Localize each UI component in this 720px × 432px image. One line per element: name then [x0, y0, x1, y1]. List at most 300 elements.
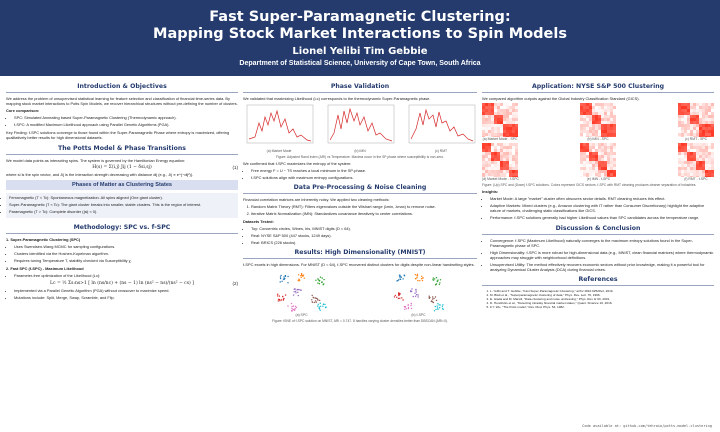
list-item: • Unsupervised Utility: The method effectively recovers economic sectors without prior knowledge, making it a powerful tool for analyzing Dynamical Cluster Analysis (DCA) during financial crises. [490, 262, 714, 272]
heatmap-cell [696, 112, 699, 115]
heatmap-cell [497, 115, 500, 118]
heatmap-cell [482, 146, 485, 149]
heatmap-cell [601, 118, 604, 121]
heatmap-cell [681, 106, 684, 109]
heatmap-cell [598, 158, 601, 161]
tsne-point [284, 276, 285, 277]
heatmap-cell [681, 130, 684, 133]
heatmap-cell [681, 127, 684, 130]
insights-label: Insights: [482, 189, 499, 194]
heatmap-cell [583, 121, 586, 124]
heatmap-cell [699, 124, 702, 127]
heatmap-cell [497, 152, 500, 155]
tsne-point [402, 278, 403, 279]
heatmap-cell [684, 124, 687, 127]
tsne-point [311, 295, 312, 296]
heatmap-cell [678, 152, 681, 155]
heatmap-cell [485, 158, 488, 161]
heatmap-cell [681, 155, 684, 158]
tsne-point [324, 304, 325, 305]
heatmap-cell [613, 136, 616, 137]
heatmap-cell [592, 115, 595, 118]
heatmap-cell [711, 152, 714, 155]
tsne-point [414, 296, 415, 297]
heatmap-cell [678, 158, 681, 161]
heatmap-cell [678, 112, 681, 115]
heatmap-cell [708, 158, 711, 161]
heatmap-cell [488, 127, 491, 130]
heatmap-cell [604, 158, 607, 161]
heatmap-cell [488, 155, 491, 158]
tsne-point [277, 300, 278, 301]
heatmap-cell [601, 167, 604, 170]
heatmap-cell [512, 161, 515, 164]
heatmap-cell [687, 146, 690, 149]
heatmap-cell [696, 103, 699, 106]
heatmap-cell [711, 164, 714, 167]
heatmap-cell [613, 170, 616, 173]
heatmap-cell [690, 146, 693, 149]
heatmap-cell [509, 112, 512, 115]
heatmap-cell [586, 124, 589, 127]
heatmap-cell [482, 170, 485, 173]
list-item: 1. Random Matrix Theory (RMT): Filters eigenvalues outside the Wishart range (λmin, λmax) to remove noise. [251, 204, 477, 209]
heatmap-cell [601, 149, 604, 152]
heatmap-cell [705, 121, 708, 124]
heatmap-cell [592, 161, 595, 164]
heatmap-cell [509, 118, 512, 121]
heatmap-cell [687, 143, 690, 146]
list-item: • Uses Swendsen-Wang MCMC for sampling configurations. [14, 244, 238, 249]
list-item: • Super-Paramagnetic (T ≈ Tc): The giant cluster breaks into smaller, stable clusters. This is the region of interest. [9, 202, 235, 207]
heatmap-cell [589, 112, 592, 115]
heatmap-cell [515, 115, 518, 118]
heatmap-cell [687, 164, 690, 167]
heatmap-cell [512, 143, 515, 146]
heatmap-cell [509, 109, 512, 112]
tsne-point [291, 306, 292, 307]
heatmap-cell [687, 106, 690, 109]
heatmap-cell [601, 146, 604, 149]
heatmap-cell [482, 121, 485, 124]
heatmap-cell [506, 127, 509, 130]
tsne-point [279, 281, 280, 282]
heatmap-cell [601, 103, 604, 106]
tsne-point [300, 273, 301, 274]
heatmap-cell [610, 103, 613, 106]
heatmap-cell [601, 161, 604, 164]
panel-caption: (b) IMN - SPC [587, 137, 609, 141]
heatmap-cell [708, 106, 711, 109]
heatmap-cell [678, 124, 681, 127]
heatmap-cell [702, 161, 705, 164]
heatmap-cell [580, 121, 583, 124]
heatmap-cell [705, 133, 708, 136]
heatmap-cell [583, 103, 586, 106]
heatmap-cell [503, 115, 506, 118]
cleaning-methods-list [243, 204, 477, 216]
heatmap-cell [580, 167, 583, 170]
heatmap-cell [690, 164, 693, 167]
heatmap-cell [702, 127, 705, 130]
tsne-point [319, 310, 320, 311]
application-paragraph: We compared algorithm outputs against the Global Industry Classification Standard (GICS). [482, 96, 640, 101]
heatmap-cell [601, 173, 604, 176]
tsne-point [399, 298, 400, 299]
heatmap-cell [506, 152, 509, 155]
heatmap-cell [482, 167, 485, 170]
heatmap-cell [583, 146, 586, 149]
heatmap-cell [509, 127, 512, 130]
heatmap-cell [699, 155, 702, 158]
list-item: • Real: NYSE S&P 500 (447 stocks, 1249 days). [251, 233, 477, 238]
heatmap-cell [613, 130, 616, 133]
heatmap-cell [711, 133, 714, 136]
heatmap-cell [595, 124, 598, 127]
heatmap-cell [598, 112, 601, 115]
tsne-point [399, 293, 400, 294]
heatmap-cell [598, 124, 601, 127]
tsne-point [292, 305, 293, 306]
column-middle [243, 83, 477, 325]
heatmap-cell [699, 149, 702, 152]
heatmap-cell [708, 112, 711, 115]
heatmap-cell [506, 167, 509, 170]
heatmap-cell [705, 164, 708, 167]
panel-caption: (b) f-SPC [411, 313, 426, 317]
heatmap-cell [711, 109, 714, 112]
heatmap-cell [500, 164, 503, 167]
heatmap-cell [696, 106, 699, 109]
heatmap-cell [610, 124, 613, 127]
poster-authors: Lionel Yelibi Tim Gebbie [292, 46, 428, 57]
heatmap-cell [488, 149, 491, 152]
heatmap-cell [601, 152, 604, 155]
equation-text: H(s) = Σ⟨i,j⟩ Jij (1 − δsi,sj) [92, 165, 152, 170]
heatmap-cell [607, 130, 610, 133]
heatmap-cell [705, 143, 708, 146]
heatmap-cell [613, 127, 616, 130]
heatmap-cell [607, 149, 610, 152]
heatmap-cell [485, 124, 488, 127]
heatmap-cell [684, 127, 687, 130]
tsne-point [302, 276, 303, 277]
heatmap-cell [509, 167, 512, 170]
tsne-point [279, 276, 280, 277]
heatmap-cell [699, 127, 702, 130]
heatmap-cell [500, 146, 503, 149]
tsne-point [299, 289, 300, 290]
heatmap-cell [580, 127, 583, 130]
heatmap-cell [503, 164, 506, 167]
heatmap-cell [604, 143, 607, 146]
heatmap-cell [512, 173, 515, 176]
heatmap-cell [711, 170, 714, 173]
heatmap-cell [506, 112, 509, 115]
heatmap-cell [509, 130, 512, 133]
heatmap-cell [610, 170, 613, 173]
heatmap-cell [702, 158, 705, 161]
heatmap-cell [708, 121, 711, 124]
heatmap-cell [586, 152, 589, 155]
heatmap-cell [684, 115, 687, 118]
tsne-point [315, 280, 316, 281]
heatmap-cell [595, 109, 598, 112]
tsne-point [324, 307, 325, 308]
heatmap-cell [592, 143, 595, 146]
heatmap-cell [693, 149, 696, 152]
heatmap-cell [604, 164, 607, 167]
heatmap-cell [506, 115, 509, 118]
heatmap-cell [711, 155, 714, 158]
heatmap-cell [589, 115, 592, 118]
heatmap-cell [515, 152, 518, 155]
heatmap-cell [681, 152, 684, 155]
heatmap-cell [613, 106, 616, 109]
spc-title: 1. Super-Paramagnetic Clustering (SPC) [6, 237, 81, 242]
tsne-point [439, 282, 440, 283]
heatmap-cell [681, 121, 684, 124]
heatmap-cell [592, 155, 595, 158]
heatmap-cell [494, 130, 497, 133]
heatmap-cell [515, 161, 518, 164]
heatmap-cell [494, 127, 497, 130]
heatmap-cell [589, 161, 592, 164]
code-link[interactable]: Code available at: github.com/tehraio/potts-model-clustering [582, 424, 712, 428]
heatmap-cell [678, 176, 681, 177]
heatmap-cell [500, 161, 503, 164]
heatmap-cell [482, 173, 485, 176]
heatmap-cell [485, 112, 488, 115]
heatmap-cell [699, 112, 702, 115]
list-item: • SPC: Simulated Annealing based Super-Paramagnetic Clustering (Thermodynamic approach). [14, 115, 238, 120]
heatmap-cell [711, 127, 714, 130]
heatmap-cell [690, 161, 693, 164]
heatmap-cell [708, 170, 711, 173]
heatmap-cell [607, 124, 610, 127]
correlation-heatmap [482, 103, 518, 137]
conclusion-list [482, 238, 714, 272]
heatmap-cell [509, 173, 512, 176]
heatmap-cell [595, 158, 598, 161]
heatmap-cell [711, 121, 714, 124]
tsne-point [412, 296, 413, 297]
heatmap-cell [589, 167, 592, 170]
heatmap-cell [500, 112, 503, 115]
heatmap-cell [702, 170, 705, 173]
heatmap-cell [708, 130, 711, 133]
heatmap-cell [604, 106, 607, 109]
datasets-list [243, 226, 477, 245]
heatmap-cell [678, 146, 681, 149]
heatmap-cell [613, 133, 616, 136]
tsne-point [437, 279, 438, 280]
heatmap-cell [681, 133, 684, 136]
heatmap-cell [580, 133, 583, 136]
heatmap-cell [586, 112, 589, 115]
heatmap-cell [500, 149, 503, 152]
heatmap-cell [589, 103, 592, 106]
heatmap-cell [497, 130, 500, 133]
tsne-point [439, 304, 440, 305]
heatmap-cell [610, 136, 613, 137]
heatmap-cell [693, 103, 696, 106]
heatmap-cell [708, 127, 711, 130]
heatmap-cell [515, 173, 518, 176]
heatmap-cell [485, 121, 488, 124]
heatmap-cell [684, 133, 687, 136]
heatmap-cell [580, 130, 583, 133]
heatmap-cell [506, 161, 509, 164]
heatmap-cell [699, 164, 702, 167]
list-item: • Paramagnetic (T > Tc): Complete disorder (|si| ≈ 0). [9, 209, 235, 214]
heatmap-cell [711, 161, 714, 164]
heatmap-cell [705, 109, 708, 112]
heatmap-cell [592, 118, 595, 121]
tsne-point [287, 282, 288, 283]
tsne-point [293, 291, 294, 292]
heatmap-cell [580, 103, 583, 106]
heatmap-cell [515, 155, 518, 158]
reference-item: 5. F.Y. Wu, "The Potts model," Rev. Mod. Phys. 54, 1982. [490, 305, 714, 309]
heatmap-cell [708, 173, 711, 176]
heatmap-cell [491, 143, 494, 146]
heatmap-cell [494, 112, 497, 115]
heatmap-cell [491, 127, 494, 130]
tsne-point [416, 277, 417, 278]
core-comparison-list [6, 115, 238, 127]
list-item: 2. Iterative Matrix Normalization (IMN): Standardizes covariance iteratively to center correlations. [251, 211, 477, 216]
heatmap-cell [702, 118, 705, 121]
heatmap-cell [515, 167, 518, 170]
heatmap-cell [678, 136, 681, 137]
tsne-point [316, 298, 317, 299]
heatmap-cell [598, 133, 601, 136]
heatmap-cell [500, 152, 503, 155]
tsne-point [294, 288, 295, 289]
heatmap-cell [512, 112, 515, 115]
heatmap-cell [512, 167, 515, 170]
column-left [6, 83, 238, 303]
tsne-point [436, 307, 437, 308]
heatmap-cell [681, 173, 684, 176]
heatmap-panel [580, 143, 616, 181]
tsne-point [431, 298, 432, 299]
heatmap-cell [494, 173, 497, 176]
heatmap-cell [586, 106, 589, 109]
heatmap-cell [708, 133, 711, 136]
heatmap-cell [515, 118, 518, 121]
heatmap-cell [595, 152, 598, 155]
tsne-point [319, 306, 320, 307]
heatmap-cell [515, 127, 518, 130]
heatmap-cell [681, 103, 684, 106]
heatmap-cell [613, 149, 616, 152]
list-item: • Real: BRICS (226 stocks). [251, 240, 477, 245]
tsne-point [439, 279, 440, 280]
heatmap-cell [497, 106, 500, 109]
heatmap-cell [512, 130, 515, 133]
heatmap-cell [687, 109, 690, 112]
heatmap-cell [613, 109, 616, 112]
heatmap-cell [613, 118, 616, 121]
heatmap-cell [687, 121, 690, 124]
heatmap-cell [595, 115, 598, 118]
heatmap-cell [580, 115, 583, 118]
heatmap-cell [589, 146, 592, 149]
heatmap-cell [592, 112, 595, 115]
heatmap-cell [708, 109, 711, 112]
heatmap-cell [687, 152, 690, 155]
heatmap-cell [604, 167, 607, 170]
results-paragraph: f-SPC excels in high dimensions. For MNIST (D = 64), f-SPC recovered distinct clusters for digits despite non-linear handwriting styles. [243, 262, 475, 267]
figure-caption: Figure: Adjusted Rand Index (ARI) vs Temperature. Maxima occur in the SP phase where susceptibility is non-zero. [276, 155, 444, 159]
section-heading-intro: Introduction & Objectives [6, 83, 238, 93]
fspc-list-2 [6, 288, 238, 300]
tsne-point [399, 275, 400, 276]
heatmap-cell [705, 106, 708, 109]
heatmap-cell [604, 127, 607, 130]
heatmap-cell [509, 152, 512, 155]
heatmap-cell [598, 115, 601, 118]
heatmap-cell [497, 149, 500, 152]
heatmap-cell [598, 149, 601, 152]
heatmap-cell [705, 118, 708, 121]
heatmap-cell [494, 109, 497, 112]
heatmap-cell [595, 121, 598, 124]
heatmap-cell [681, 115, 684, 118]
heatmap-cell [678, 167, 681, 170]
heatmap-cell [711, 118, 714, 121]
heatmap-cell [693, 170, 696, 173]
heatmap-cell [699, 103, 702, 106]
heatmap-cell [500, 103, 503, 106]
heatmap-cell [598, 121, 601, 124]
heatmap-cell [681, 112, 684, 115]
heatmap-cell [515, 149, 518, 152]
heatmap-cell [580, 158, 583, 161]
heatmap-cell [515, 121, 518, 124]
tsne-point [400, 277, 401, 278]
tsne-point [301, 274, 302, 275]
heatmap-cell [613, 176, 616, 177]
heatmap-cell [607, 161, 610, 164]
heatmap-cell [592, 167, 595, 170]
tsne-point [407, 308, 408, 309]
heatmap-cell [500, 133, 503, 136]
heatmap-cell [610, 115, 613, 118]
entropy-list [243, 168, 477, 180]
tsne-point [416, 274, 417, 275]
heatmap-cell [500, 158, 503, 161]
heatmap-cell [583, 173, 586, 176]
list-item: • High Dimensionality: f-SPC is more robust for high-dimensional data (e.g., MNIST, clean financial matrices) where thermodynamic approaches may struggle with neighborhood definitions. [490, 250, 714, 260]
heatmap-cell [580, 161, 583, 164]
heatmap-cell [690, 118, 693, 121]
heatmap-cell [491, 112, 494, 115]
heatmap-cell [515, 158, 518, 161]
heatmap-cell [482, 164, 485, 167]
section-heading-application: Application: NYSE S&P 500 Clustering [482, 83, 714, 93]
heatmap-cell [696, 130, 699, 133]
tsne-point [393, 296, 394, 297]
heatmap-cell [497, 103, 500, 106]
heatmap-cell [690, 112, 693, 115]
tsne-point [439, 307, 440, 308]
tsne-point [428, 298, 429, 299]
heatmap-cell [613, 146, 616, 149]
heatmap-cell [610, 106, 613, 109]
